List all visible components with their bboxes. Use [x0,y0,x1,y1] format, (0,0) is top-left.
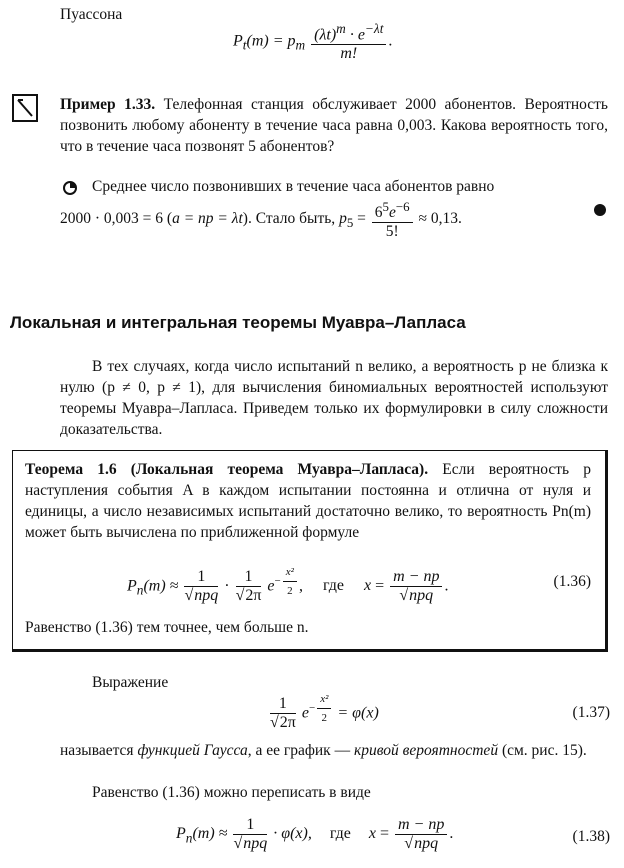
solution-end-icon [594,204,606,216]
example-icon [12,94,38,122]
theorem-number: (1.36) [553,573,591,590]
example-title: Пример 1.33. [60,96,156,113]
poisson-word: Пуассона [60,6,123,23]
example-block [60,94,608,157]
section-intro: В тех случаях, когда число испытаний n велико, а вероятность p не близка к нулю (p ≠ 0, p ≠ 1), для вычисления биномиальных вероятностей используют теоремы Муавра–Лапласа. Приведем только их формулировки в силу сложности доказательства. [60,358,608,438]
theorem-text-block [25,459,591,543]
gauss-text: называется функцией Гаусса, а ее график — кривой вероятностей (см. рис. 15). [60,742,587,759]
final-number: (1.38) [572,828,610,845]
gauss-rewrite: Равенство (1.36) можно переписать в виде [92,784,371,801]
solution-line1: Среднее число позвонивших в течение часа абонентов равно [92,178,495,195]
gauss-number: (1.37) [572,704,610,721]
theorem-box [12,450,608,652]
section-heading: Локальная и интегральная теоремы Муавра–Лапласа [10,313,466,332]
theorem-text: Если вероятность p наступления события A в каждом испытании постоянна и отлична от нуля и единицы, а число независимых испытаний достаточно велико, то вероятность Pn(m) может быть вычислена по приближенной формуле [25,461,591,541]
theorem-title: Теорема 1.6 (Локальная теорема Муавра–Лапласа). [25,461,429,478]
solution-line2: 2000 · 0,003 = 6 (a = np = λt). Стало быть, $p_5$ = $\frac{6^5e^{-6}}{5!}$ ≈ 0,13. [60,199,462,241]
gauss-lead: Выражение [92,674,169,691]
theorem-note: Равенство (1.36) тем точнее, чем больше n. [25,619,309,636]
theorem-formula: $P_n(m)$ ≈ $\frac{1}{\text{√npq}}$ · $\frac{1}{√2\pi}$ $e^{- \frac{\text{x²}}{2}}$ , где x = $\frac{m - np}{\text{√npq}}$ . [127,563,448,605]
gauss-formula: $\frac{1}{√2\pi}$ $e^{- \frac{\text{x²}}{2}}$ = φ(x) [268,690,379,732]
poisson-formula: $P_t(m) = p_m$ $\frac{(\lambda t)^m \cdot e^{-\lambda t}}{m!}$ . [233,21,393,63]
solution-start-icon [62,180,78,196]
example-text: Телефонная станция обслуживает 2000 абонентов. Вероятность позвонить любому абоненту в течение часа равна 0,003. Какова вероятность того, что в течение часа позвонят 5 абонентов? [60,96,608,155]
final-formula: $P_n(m)$ ≈ $\frac{1}{\text{√npq}}$ · φ(x), где x = $\frac{m - np}{\text{√npq}}$ . [176,816,454,852]
